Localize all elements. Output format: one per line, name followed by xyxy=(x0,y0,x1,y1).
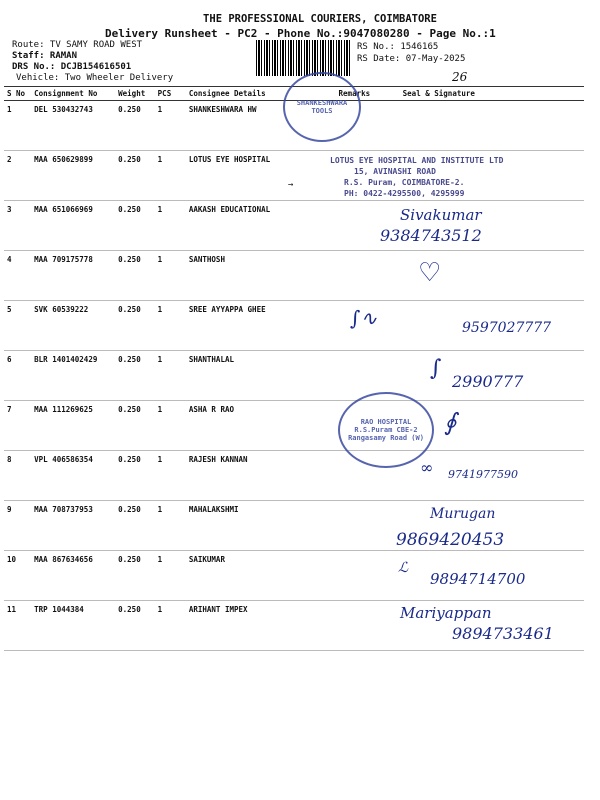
row-sno: 1 xyxy=(4,101,31,151)
row-pcs: 1 xyxy=(155,401,186,451)
row-pcs: 1 xyxy=(155,351,186,401)
document-title: THE PROFESSIONAL COURIERS, COIMBATORE xyxy=(203,13,437,25)
vehicle-info: Vehicle: Two Wheeler Delivery xyxy=(16,73,174,83)
stamp-line: LOTUS EYE HOSPITAL AND INSTITUTE LTD xyxy=(330,156,504,165)
row-sno: 4 xyxy=(4,251,31,301)
column-header: Consignment No xyxy=(31,87,115,101)
row-sno: 6 xyxy=(4,351,31,401)
row-weight: 0.250 xyxy=(115,601,155,651)
row-sno: 2 xyxy=(4,151,31,201)
row-consignee: SHANKESHWARA HW xyxy=(186,101,336,151)
row-pcs: 1 xyxy=(155,551,186,601)
table-row xyxy=(4,251,584,301)
table-row xyxy=(4,201,584,251)
row-remarks xyxy=(336,251,400,301)
stray-mark: → xyxy=(288,180,294,190)
drs-number: DRS No.: DCJB154616501 xyxy=(12,62,132,72)
stamp-line: PH: 0422-4295500, 4295999 xyxy=(344,189,465,198)
row-remarks xyxy=(336,601,400,651)
row-consignee: LOTUS EYE HOSPITAL xyxy=(186,151,336,201)
row-consignment: BLR 1401402429 xyxy=(31,351,115,401)
signature-phone: 2990777 xyxy=(452,372,524,391)
signature-phone: 9384743512 xyxy=(380,226,482,245)
signature-scribble: ∫∿ xyxy=(350,306,378,330)
row-consignment: MAA 650629899 xyxy=(31,151,115,201)
row-weight: 0.250 xyxy=(115,151,155,201)
column-header: Weight xyxy=(115,87,155,101)
row-weight: 0.250 xyxy=(115,501,155,551)
signature-scribble: ∞ xyxy=(420,458,434,477)
row-sno: 10 xyxy=(4,551,31,601)
route-info: Route: TV SAMY ROAD WEST xyxy=(12,40,143,50)
row-sno: 3 xyxy=(4,201,31,251)
row-pcs: 1 xyxy=(155,301,186,351)
row-consignment: MAA 111269625 xyxy=(31,401,115,451)
row-consignee: ARIHANT IMPEX xyxy=(186,601,336,651)
lotus-stamp xyxy=(330,155,503,199)
row-weight: 0.250 xyxy=(115,551,155,601)
signature-name: Murugan xyxy=(430,506,496,522)
row-sno: 8 xyxy=(4,451,31,501)
barcode xyxy=(256,40,351,76)
row-sno: 9 xyxy=(4,501,31,551)
row-weight: 0.250 xyxy=(115,451,155,501)
row-weight: 0.250 xyxy=(115,401,155,451)
rao-hospital-stamp xyxy=(338,392,434,468)
row-pcs: 1 xyxy=(155,501,186,551)
row-consignment: MAA 708737953 xyxy=(31,501,115,551)
signature-scribble: ℒ xyxy=(398,560,409,576)
row-seal xyxy=(400,101,584,151)
signature-phone: 9741977590 xyxy=(448,468,518,481)
row-weight: 0.250 xyxy=(115,251,155,301)
row-consignment: DEL 530432743 xyxy=(31,101,115,151)
row-sno: 7 xyxy=(4,401,31,451)
signature-phone: 9894714700 xyxy=(430,570,526,588)
row-consignment: TRP 1044384 xyxy=(31,601,115,651)
table-row xyxy=(4,401,584,451)
signature-phone: 9894733461 xyxy=(452,624,554,643)
row-weight: 0.250 xyxy=(115,301,155,351)
shankeshwara-stamp xyxy=(283,72,361,142)
column-header: Remarks xyxy=(336,87,400,101)
row-pcs: 1 xyxy=(155,601,186,651)
column-header: Consignee Details xyxy=(186,87,336,101)
row-pcs: 1 xyxy=(155,201,186,251)
signature-name: Sivakumar xyxy=(400,206,482,224)
runsheet-subtitle: Delivery Runsheet - PC2 - Phone No.:9047080280 - Page No.:1 xyxy=(105,27,496,40)
row-remarks xyxy=(336,501,400,551)
row-sno: 5 xyxy=(4,301,31,351)
row-consignee: RAJESH KANNAN xyxy=(186,451,336,501)
signature-scribble: ∮ xyxy=(444,408,457,436)
row-consignment: SVK 60539222 xyxy=(31,301,115,351)
row-consignee: ASHA R RAO xyxy=(186,401,336,451)
stamp-text: SHANKESHWARA TOOLS xyxy=(296,99,348,115)
row-consignment: MAA 651066969 xyxy=(31,201,115,251)
stamp-line: 15, AVINASHI ROAD xyxy=(354,167,436,176)
row-pcs: 1 xyxy=(155,151,186,201)
signature-phone: 9869420453 xyxy=(396,530,505,550)
row-consignee: SANTHOSH xyxy=(186,251,336,301)
rs-date: RS Date: 07-May-2025 xyxy=(357,54,466,64)
row-pcs: 1 xyxy=(155,451,186,501)
signature-phone: 9597027777 xyxy=(462,320,552,336)
row-pcs: 1 xyxy=(155,101,186,151)
row-sno: 11 xyxy=(4,601,31,651)
row-weight: 0.250 xyxy=(115,101,155,151)
row-weight: 0.250 xyxy=(115,351,155,401)
row-pcs: 1 xyxy=(155,251,186,301)
row-weight: 0.250 xyxy=(115,201,155,251)
handwritten-page-number: 26 xyxy=(452,70,468,84)
signature-scribble: ♡ xyxy=(418,258,442,288)
column-header: Seal & Signature xyxy=(400,87,584,101)
stamp-line: R.S. Puram, COIMBATORE-2. xyxy=(344,178,465,187)
row-consignee: SREE AYYAPPA GHEE xyxy=(186,301,336,351)
row-consignment: MAA 709175778 xyxy=(31,251,115,301)
rs-number: RS No.: 1546165 xyxy=(357,42,439,52)
signature-scribble: ∫ xyxy=(430,356,442,381)
signature-name: Mariyappan xyxy=(400,604,492,622)
row-consignment: MAA 867634656 xyxy=(31,551,115,601)
staff-info: Staff: RAMAN xyxy=(12,51,78,61)
row-consignment: VPL 406586354 xyxy=(31,451,115,501)
row-remarks xyxy=(336,551,400,601)
stamp-text: RAO HOSPITAL R.S.Puram CBE-2 Rangasamy Road (W) xyxy=(348,418,424,442)
row-consignee: SHANTHALAL xyxy=(186,351,336,401)
row-consignee: SAIKUMAR xyxy=(186,551,336,601)
column-header: PCS xyxy=(155,87,186,101)
row-consignee: AAKASH EDUCATIONAL xyxy=(186,201,336,251)
row-consignee: MAHALAKSHMI xyxy=(186,501,336,551)
column-header: S No xyxy=(4,87,31,101)
